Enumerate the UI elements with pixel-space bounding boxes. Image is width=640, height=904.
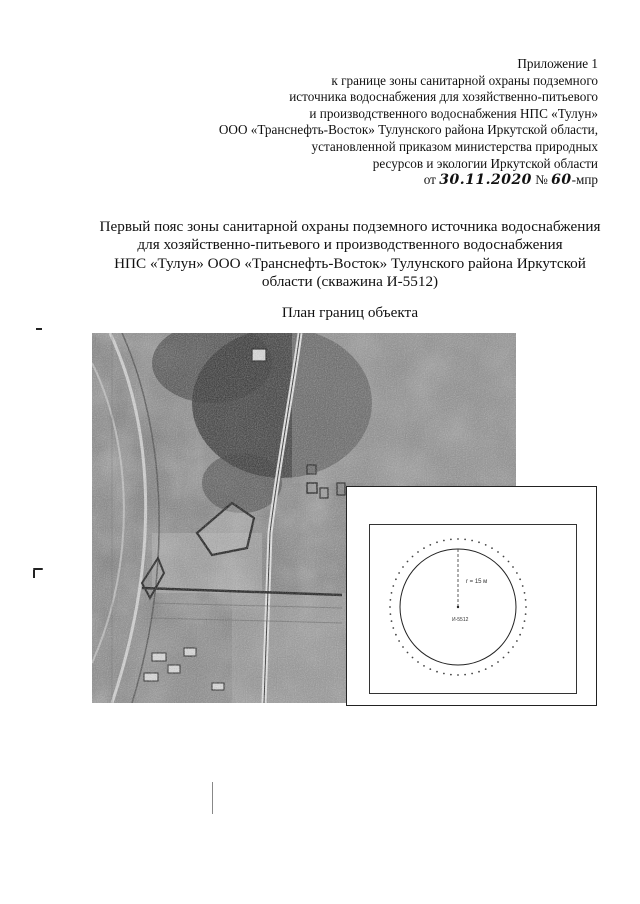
- boundary-marker: [436, 541, 438, 543]
- boundary-marker: [402, 646, 404, 648]
- header-line: ресурсов и экологии Иркутской области: [372, 155, 598, 171]
- boundary-marker: [402, 566, 404, 568]
- wellhead-inset: [346, 486, 597, 706]
- boundary-marker: [519, 578, 521, 580]
- boundary-marker: [503, 556, 505, 558]
- boundary-marker: [391, 592, 393, 594]
- boundary-marker: [423, 547, 425, 549]
- scan-mark: [33, 570, 35, 578]
- header-line: установленной приказом министерства природных: [311, 138, 598, 154]
- title-line: области (скважина И-5512): [261, 273, 439, 291]
- boundary-marker: [395, 578, 397, 580]
- boundary-marker: [497, 661, 499, 663]
- boundary-marker: [508, 652, 510, 654]
- boundary-marker: [485, 668, 487, 670]
- boundary-marker: [392, 585, 394, 587]
- boundary-marker: [390, 613, 392, 615]
- boundary-marker: [412, 556, 414, 558]
- title-line: НПС «Тулун» ООО «Транснефть-Восток» Тулунского района Иркутской: [114, 254, 586, 272]
- header-line: Приложение 1: [517, 56, 598, 71]
- scan-mark: [212, 782, 213, 814]
- boundary-marker: [524, 620, 526, 622]
- boundary-marker: [512, 646, 514, 648]
- boundary-marker: [525, 613, 527, 615]
- inset-frame: [369, 524, 577, 694]
- boundary-marker: [491, 665, 493, 667]
- boundary-marker: [464, 674, 466, 676]
- boundary-marker: [407, 652, 409, 654]
- document-title: [70, 218, 630, 292]
- boundary-marker: [407, 561, 409, 563]
- boundary-marker: [450, 539, 452, 541]
- boundary-marker: [519, 634, 521, 636]
- boundary-marker: [457, 538, 459, 540]
- boundary-marker: [391, 620, 393, 622]
- boundary-marker: [512, 566, 514, 568]
- boundary-marker: [478, 541, 480, 543]
- boundary-marker: [395, 634, 397, 636]
- boundary-marker: [392, 627, 394, 629]
- scan-mark: [36, 328, 42, 330]
- boundary-marker: [525, 606, 527, 608]
- handwritten-number: 60: [551, 172, 572, 189]
- number-sign: №: [535, 172, 548, 188]
- boundary-marker: [522, 585, 524, 587]
- boundary-marker: [390, 599, 392, 601]
- boundary-marker: [398, 640, 400, 642]
- boundary-marker: [485, 544, 487, 546]
- boundary-marker: [525, 599, 527, 601]
- boundary-marker: [436, 671, 438, 673]
- number-suffix: -мпр: [571, 172, 598, 188]
- radius-label: r = 15 м: [466, 579, 488, 585]
- handwritten-date: 30.11.2020: [439, 172, 532, 189]
- date-prefix: от: [423, 172, 436, 188]
- header-line: ООО «Транснефть-Восток» Тулунского района Иркутской области,: [218, 122, 598, 138]
- boundary-marker: [417, 661, 419, 663]
- boundary-marker: [508, 561, 510, 563]
- boundary-marker: [516, 572, 518, 574]
- boundary-marker: [478, 671, 480, 673]
- header-line: и производственного водоснабжения НПС «Тулун»: [309, 105, 598, 121]
- title-line: Первый пояс зоны санитарной охраны подземного источника водоснабжения: [99, 218, 601, 235]
- boundary-marker: [417, 551, 419, 553]
- boundary-marker: [429, 544, 431, 546]
- order-date-line: [219, 172, 598, 189]
- boundary-marker: [524, 592, 526, 594]
- boundary-marker: [389, 606, 391, 608]
- boundary-marker: [522, 627, 524, 629]
- boundary-marker: [443, 673, 445, 675]
- boundary-marker: [497, 551, 499, 553]
- appendix-header: [219, 56, 598, 189]
- boundary-marker: [471, 540, 473, 542]
- header-line: источника водоснабжения для хозяйственно-питьевого: [289, 89, 598, 105]
- boundary-marker: [423, 665, 425, 667]
- boundary-marker: [429, 668, 431, 670]
- boundary-marker: [412, 657, 414, 659]
- boundary-marker: [471, 673, 473, 675]
- boundary-marker: [516, 640, 518, 642]
- boundary-marker: [491, 547, 493, 549]
- plan-subtitle: План границ объекта: [281, 304, 419, 321]
- boundary-marker: [503, 657, 505, 659]
- boundary-marker: [398, 572, 400, 574]
- well-center-label: И-5512: [452, 617, 469, 623]
- header-line: к границе зоны санитарной охраны подземного: [331, 72, 598, 88]
- boundary-marker: [450, 674, 452, 676]
- boundary-marker: [443, 540, 445, 542]
- sanitary-zone-circle: [370, 525, 576, 693]
- boundary-marker: [464, 539, 466, 541]
- boundary-marker: [457, 674, 459, 676]
- title-line: для хозяйственно-питьевого и производственного водоснабжения: [137, 236, 563, 254]
- well-point: [457, 606, 459, 608]
